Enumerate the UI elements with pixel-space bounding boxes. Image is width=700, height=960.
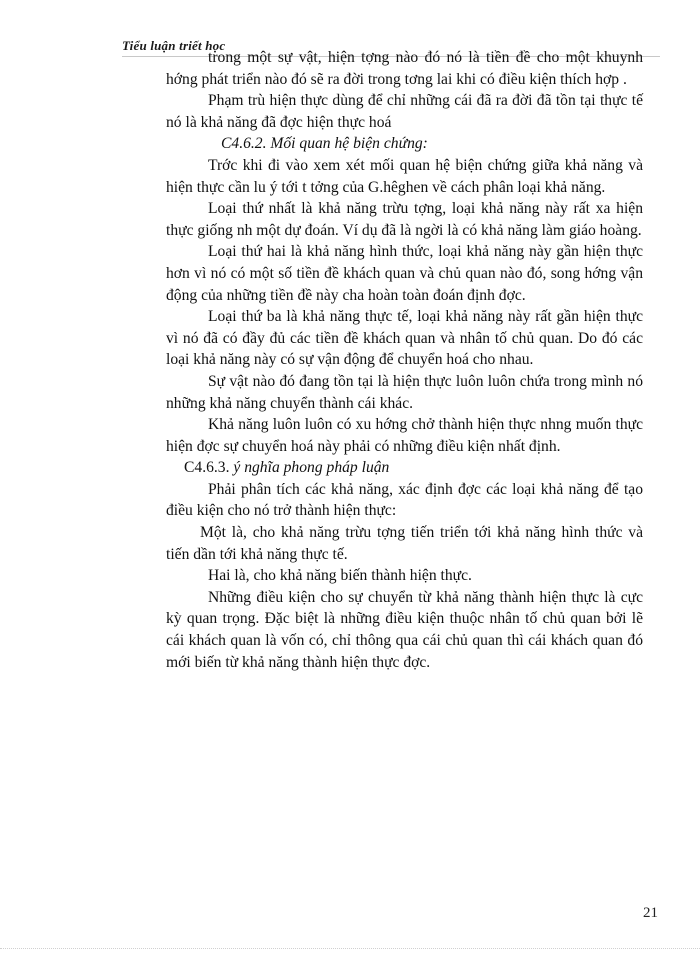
paragraph-hai-la: Hai là, cho khả năng biến thành hiện thực. <box>208 567 472 585</box>
section-title: ý nghĩa phong pháp luận <box>229 459 390 477</box>
paragraph-continuation: trong một sự vật, hiện tợng nào đó nó là tiền đề cho một khuynh hớng phát triển nào đó sẽ ra đời trong tơng lai khi có điều kiện thích hợp . <box>166 49 643 88</box>
section-number: C4.6.3. <box>184 459 230 477</box>
paragraph-xu-huong: Khả năng luôn luôn có xu hớng chở thành hiện thực nhng muốn thực hiện đợc sự chuyển hoá này phải có những điều kiện nhất định. <box>166 416 643 455</box>
paragraph-loai-thu-hai: Loại thứ hai là khả năng hình thức, loại khả năng này gần hiện thực hơn vì nó có một số tiền đề khách quan và chủ quan nào đó, song hớng vận động của những tiền đề này cha hoàn toàn đoán định đợc. <box>166 243 643 304</box>
page-body <box>166 47 643 673</box>
running-header: Tiểu luận triết học <box>122 38 226 53</box>
paragraph-mot-la: Một là, cho khả năng trừu tợng tiến triển tới khả năng hình thức và tiến dần tới khả năng thực tế. <box>166 524 643 563</box>
paragraph-intro-hegel: Trớc khi đi vào xem xét mối quan hệ biện chứng giữa khả năng và hiện thực cần lu ý tới t tởng của G.hêghen về cách phân loại khả năng. <box>166 156 643 196</box>
paragraph-loai-thu-nhat: Loại thứ nhất là khả năng trừu tợng, loại khả năng này rất xa hiện thực giống nh một dự đoán. Ví dụ đã là ngời là có khả năng làm giáo hoàng. <box>166 200 643 239</box>
page-number: 21 <box>643 905 658 921</box>
paragraph-dieu-kien: Những điều kiện cho sự chuyển từ khả năng thành hiện thực là cực kỳ quan trọng. Đặc biệt là những điều kiện thuộc nhân tố chủ quan bởi lẽ cái khách quan là vốn có, chỉ thông qua cái chủ quan thì cái khách quan đó mới biến từ khả năng thành hiện thực đợc. <box>166 588 643 671</box>
section-heading-c463 <box>166 457 643 479</box>
paragraph-loai-thu-ba: Loại thứ ba là khả năng thực tế, loại khả năng này rất gần hiện thực vì nó đã có đầy đủ các tiền đề khách quan và nhân tố chủ quan. Do đó các loại khả năng này có sự vận động để chuyển hoá cho nhau. <box>166 308 643 369</box>
page-bottom-edge <box>0 948 700 949</box>
paragraph-hien-thuc: Phạm trù hiện thực dùng để chỉ những cái đã ra đời đã tồn tại thực tế nó là khả năng đã đợc hiện thực hoá <box>166 92 643 131</box>
paragraph-phan-tich: Phải phân tích các khả năng, xác định đợc các loại khả năng để tạo điều kiện cho nó trở thành hiện thực: <box>166 480 643 520</box>
paragraph-su-vat: Sự vật nào đó đang tồn tại là hiện thực luôn luôn chứa trong mình nó những khả năng chuyển thành cái khác. <box>166 372 643 412</box>
section-heading-c462: C4.6.2. Mối quan hệ biện chứng: <box>221 135 428 153</box>
